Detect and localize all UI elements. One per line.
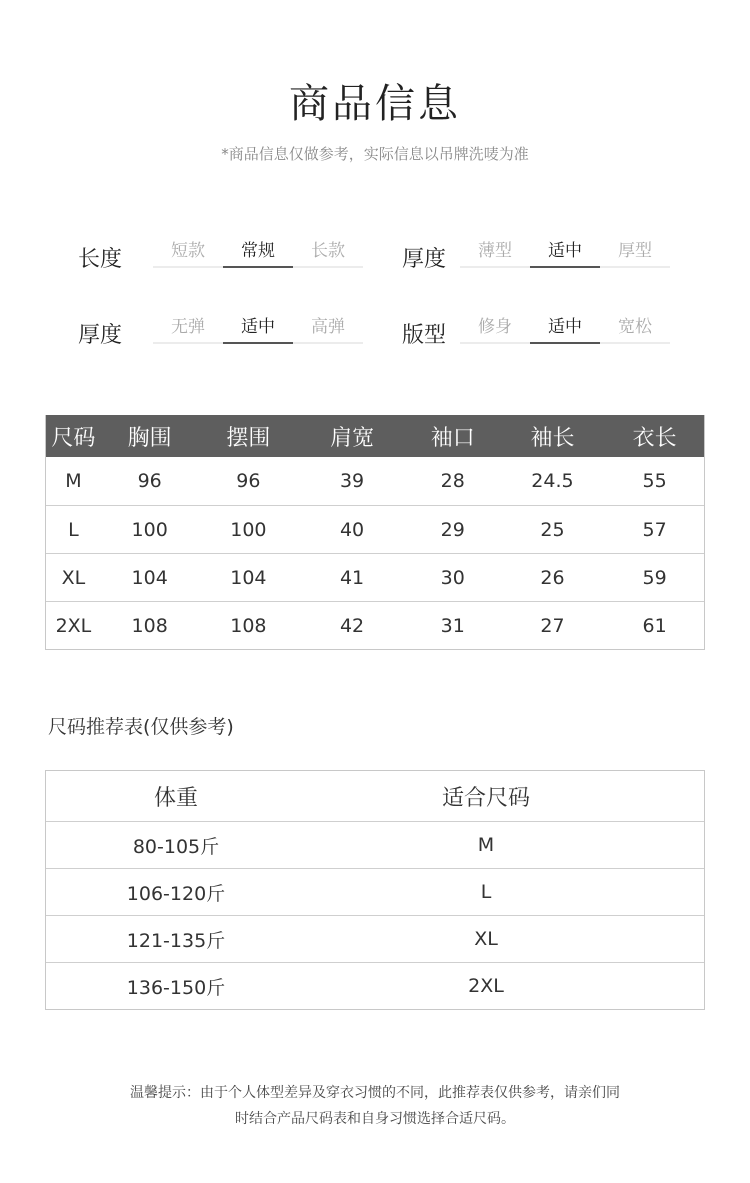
attribute-label: 厚度 — [402, 247, 447, 272]
table-cell: 104 — [131, 566, 168, 589]
table-cell: L — [68, 518, 79, 541]
header-cell: 体重 — [153, 785, 198, 811]
attribute-options — [460, 238, 670, 268]
attribute-label: 版型 — [402, 323, 447, 348]
table-cell: M — [65, 470, 82, 492]
table-cell: 121-135斤 — [126, 929, 226, 952]
reminder-note — [0, 1080, 750, 1132]
page-title: 商品信息 — [289, 81, 461, 127]
table-cell: 100 — [131, 518, 168, 541]
size-table — [45, 415, 705, 650]
attribute-option-selected: 常规 — [223, 238, 293, 268]
table-cell: 2XL — [468, 975, 504, 997]
table-row — [46, 601, 704, 649]
table-cell: 55 — [642, 470, 667, 492]
table-cell: 28 — [440, 470, 465, 492]
header-cell: 衣长 — [632, 425, 677, 451]
table-cell: 108 — [131, 614, 168, 637]
table-cell: 106-120斤 — [126, 882, 226, 905]
header-cell: 适合尺码 — [441, 785, 530, 811]
table-cell: 24.5 — [531, 470, 574, 492]
attribute-option-selected: 适中 — [530, 238, 600, 268]
table-cell: 108 — [230, 614, 267, 637]
table-cell: 27 — [540, 614, 565, 637]
table-cell: 31 — [440, 614, 465, 637]
table-row — [46, 868, 704, 915]
table-cell: M — [477, 834, 495, 856]
attribute-label: 长度 — [78, 247, 123, 272]
header-cell: 袖长 — [530, 425, 575, 451]
header-cell: 摆围 — [226, 425, 271, 451]
table-cell: 136-150斤 — [126, 976, 226, 999]
table-cell: 29 — [440, 518, 465, 541]
attribute-option: 薄型 — [460, 238, 530, 268]
header-cell: 胸围 — [127, 425, 172, 451]
attribute-option: 短款 — [153, 238, 223, 268]
attribute-options — [153, 238, 363, 268]
table-cell: 100 — [230, 518, 267, 541]
recommend-table — [45, 770, 705, 1010]
table-cell: 25 — [540, 518, 565, 541]
table-cell: XL — [474, 928, 498, 950]
attribute-option-selected: 适中 — [530, 314, 600, 344]
attribute-option: 宽松 — [600, 314, 670, 344]
table-cell: 104 — [230, 566, 267, 589]
reminder-note-line: 时结合产品尺码表和自身习惯选择合适尺码。 — [235, 1111, 515, 1127]
table-row — [46, 505, 704, 553]
attribute-option: 修身 — [460, 314, 530, 344]
table-cell: 30 — [440, 566, 465, 589]
table-cell: 42 — [339, 614, 365, 637]
recommend-title: 尺码推荐表(仅供参考) — [48, 716, 234, 738]
size-table-header — [46, 415, 704, 457]
table-row — [46, 457, 704, 505]
table-cell: 26 — [540, 566, 565, 589]
attribute-option-selected: 适中 — [223, 314, 293, 344]
table-cell: 61 — [642, 614, 667, 637]
recommend-table-header — [46, 771, 704, 821]
table-cell: 80-105斤 — [132, 835, 220, 858]
reminder-note-line: 温馨提示：由于个人体型差异及穿衣习惯的不同，此推荐表仅供参考，请亲们同 — [130, 1085, 620, 1101]
table-cell: XL — [61, 566, 86, 589]
page-subtitle: *商品信息仅做参考，实际信息以吊牌洗唛为准 — [221, 145, 529, 163]
table-cell: 39 — [339, 470, 365, 492]
attribute-label: 厚度 — [78, 323, 123, 348]
attribute-option: 厚型 — [600, 238, 670, 268]
attribute-options — [153, 314, 363, 344]
table-cell: 41 — [339, 566, 365, 589]
table-row — [46, 962, 704, 1009]
header-cell: 尺码 — [51, 425, 96, 451]
table-cell: 2XL — [55, 614, 92, 637]
attribute-option: 长款 — [293, 238, 363, 268]
table-cell: 40 — [339, 518, 365, 541]
header-cell: 肩宽 — [330, 425, 375, 451]
attribute-option: 无弹 — [153, 314, 223, 344]
table-cell: 96 — [137, 470, 162, 492]
attribute-options — [460, 314, 670, 344]
table-cell: 57 — [642, 518, 667, 541]
table-row — [46, 821, 704, 868]
attribute-option: 高弹 — [293, 314, 363, 344]
table-cell: 59 — [642, 566, 667, 589]
header-cell: 袖口 — [430, 425, 475, 451]
table-cell: 96 — [236, 470, 261, 492]
table-cell: L — [480, 881, 492, 903]
table-row — [46, 915, 704, 962]
table-row — [46, 553, 704, 601]
